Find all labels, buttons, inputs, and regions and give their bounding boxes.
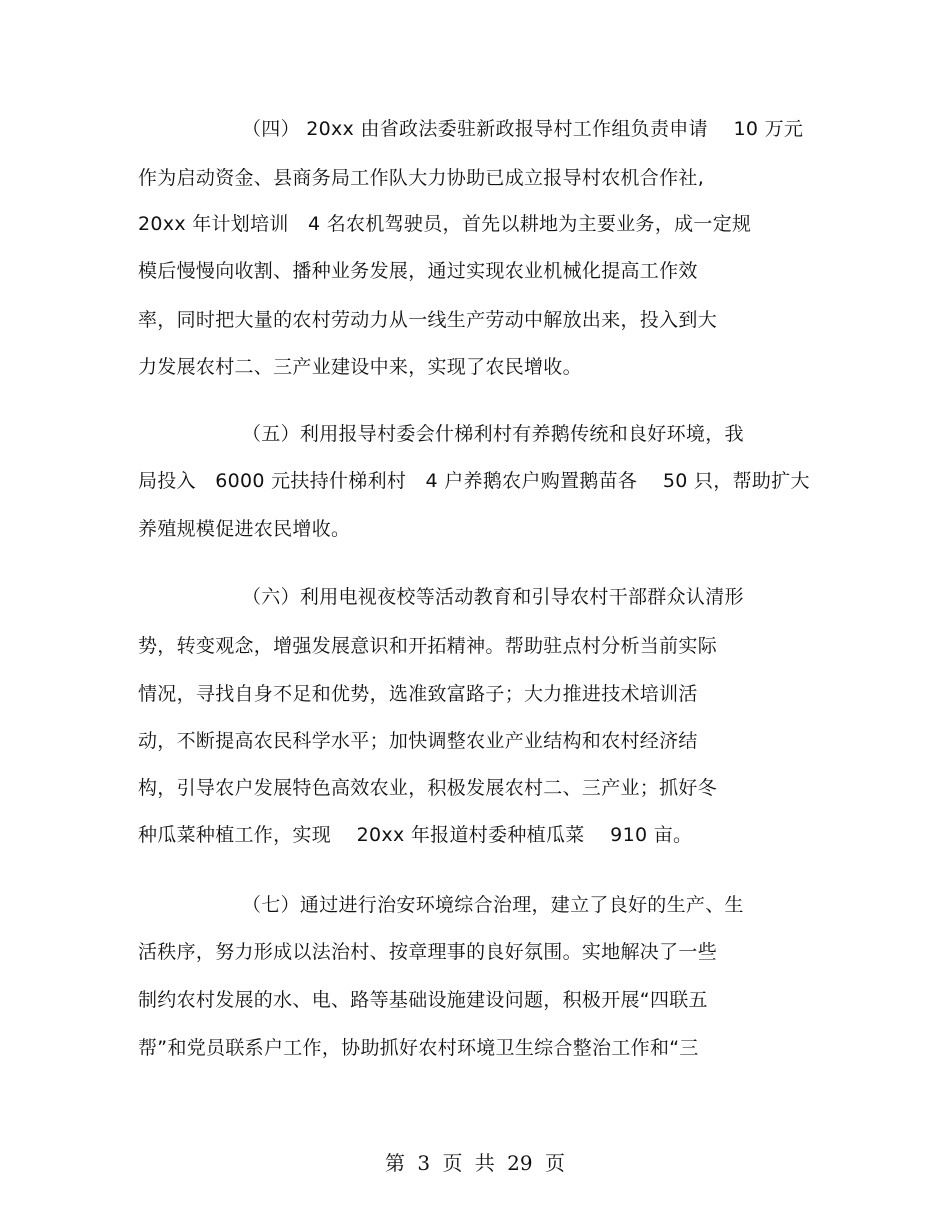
paragraph-4-line-4: 模后慢慢向收割、播种业务发展，通过实现农业机械化提高工作效 [138, 260, 698, 282]
paragraph-7-line-1: （七）通过进行治安环境综合治理，建立了良好的生产、生 [242, 894, 744, 916]
paragraph-7-line-2: 活秩序，努力形成以法治村、按章理事的良好氛围。实地解决了一些 [138, 941, 718, 963]
paragraph-6-line-6: 种瓜菜种植工作，实现 20xx 年报道村委种植瓜菜 910 亩。 [138, 824, 693, 846]
paragraph-4-line-1: （四） 20xx 由省政法委驻新政报导村工作组负责申请 10 万元 [242, 118, 804, 140]
paragraph-4-line-6: 力发展农村二、三产业建设中来，实现了农民增收。 [138, 356, 582, 378]
paragraph-7-line-3: 制约农村发展的水、电、路等基础设施建设问题，积极开展“四联五 [138, 989, 708, 1011]
paragraph-6-line-5: 构，引导农户发展特色高效农业，积极发展农村二、三产业；抓好冬 [138, 777, 718, 799]
page-number-footer: 第 3 页 共 29 页 [385, 1151, 565, 1175]
paragraph-6-line-3: 情况，寻找自身不足和优势，选准致富路子；大力推进技术培训活 [138, 683, 698, 705]
paragraph-4-line-2: 作为启动资金、县商务局工作队大力协助已成立报导村农机合作社, [138, 167, 705, 189]
paragraph-4-line-5: 率，同时把大量的农村劳动力从一线生产劳动中解放出来，投入到大 [138, 309, 718, 331]
paragraph-6-line-1: （六）利用电视夜校等活动教育和引导农村干部群众认清形 [242, 586, 744, 608]
paragraph-7-line-4: 帮”和党员联系户工作，协助抓好农村环境卫生综合整治工作和“三 [138, 1037, 699, 1059]
paragraph-4-line-3: 20xx 年计划培训 4 名农机驾驶员，首先以耕地为主要业务，成一定规 [138, 213, 752, 235]
paragraph-5-line-2: 局投入 6000 元扶持什梯利村 4 户养鹅农户购置鹅苗各 50 只，帮助扩大 [138, 470, 810, 492]
paragraph-6-line-2: 势，转变观念，增强发展意识和开拓精神。帮助驻点村分析当前实际 [138, 635, 718, 657]
paragraph-6-line-4: 动，不断提高农民科学水平；加快调整农业产业结构和农村经济结 [138, 730, 698, 752]
paragraph-5-line-3: 养殖规模促进农民增收。 [138, 518, 351, 540]
paragraph-5-line-1: （五）利用报导村委会什梯利村有养鹅传统和良好环境，我 [242, 423, 744, 445]
